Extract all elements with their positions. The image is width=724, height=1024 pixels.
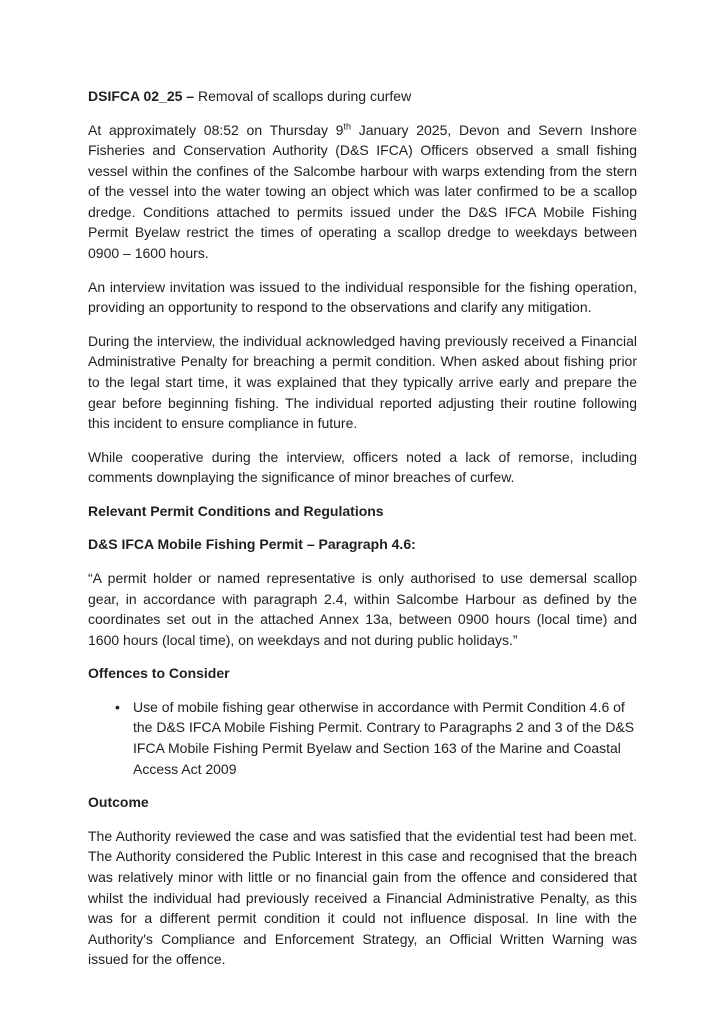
- incident-text-part2: January 2025, Devon and Severn Inshore Fisheries and Conservation Authority (D&S IFCA) Officers observed a small fishing vessel within the confines of the Salcombe harbour with warps extending from the stern of the vessel into the water towing an object which was later confirmed to be a scallop dredge. Conditions attached to permits issued under the D&S IFCA Mobile Fishing Permit Byelaw restrict the times of operating a scallop dredge to weekdays between 0900 – 1600 hours.: [88, 121, 638, 262]
- heading-permit-paragraph: D&S IFCA Mobile Fishing Permit – Paragraph 4.6:: [88, 536, 416, 553]
- document-reference: DSIFCA 02_25 –: [88, 88, 195, 104]
- ordinal-superscript: th: [343, 120, 351, 131]
- incident-text-part1: At approximately 08:52 on Thursday 9: [88, 121, 344, 138]
- paragraph-interview-details: During the interview, the individual acknowledged having previously received a Financial Administrative Penalty for breaching a permit condition. When asked about fishing prior to the legal start time, it was explained that they typically arrive early and prepare the gear before beginning fishing. The individual reported adjusting their routine following this incident to ensure compliance in future.: [88, 332, 637, 432]
- paragraph-permit-quote: “A permit holder or named representative is only authorised to use demersal scallop gear, in accordance with paragraph 2.4, within Salcombe Harbour as defined by the coordinates set out in the attached Annex 13a, between 0900 hours (local time) and 1600 hours (local time), on weekdays and not during public holidays.”: [88, 569, 637, 648]
- heading-relevant-permit-conditions: Relevant Permit Conditions and Regulations: [88, 502, 384, 519]
- heading-offences-to-consider: Offences to Consider: [88, 665, 230, 682]
- paragraph-incident-description: [88, 120, 637, 264]
- offence-bullet-item: [88, 697, 637, 779]
- paragraph-outcome: The Authority reviewed the case and was satisfied that the evidential test had been met. The Authority considered the Public Interest in this case and recognised that the breach was relatively minor with little or no financial gain from the offence and considered that whilst the individual had previously received a Financial Administrative Penalty, as this was for a different permit condition it could not influence disposal. In line with the Authority's Compliance and Enforcement Strategy, an Official Written Warning was issued for the offence.: [88, 827, 637, 968]
- heading-outcome: Outcome: [88, 794, 149, 811]
- document-title: [88, 86, 637, 107]
- paragraph-interview-invitation: An interview invitation was issued to the individual responsible for the fishing operation, providing an opportunity to respond to the observations and clarify any mitigation.: [88, 278, 637, 316]
- document-title-text: Removal of scallops during curfew: [194, 88, 412, 104]
- offence-bullet-text: Use of mobile fishing gear otherwise in accordance with Permit Condition 4.6 of the D&S IFCA Mobile Fishing Permit. Contrary to Paragraphs 2 and 3 of the D&S IFCA Mobile Fishing Permit Byelaw and Section 163 of the Marine and Coastal Access Act 2009: [133, 698, 635, 777]
- bullet-icon: •: [115, 698, 120, 715]
- paragraph-remorse-note: While cooperative during the interview, officers noted a lack of remorse, including comments downplaying the significance of minor breaches of curfew.: [88, 448, 637, 486]
